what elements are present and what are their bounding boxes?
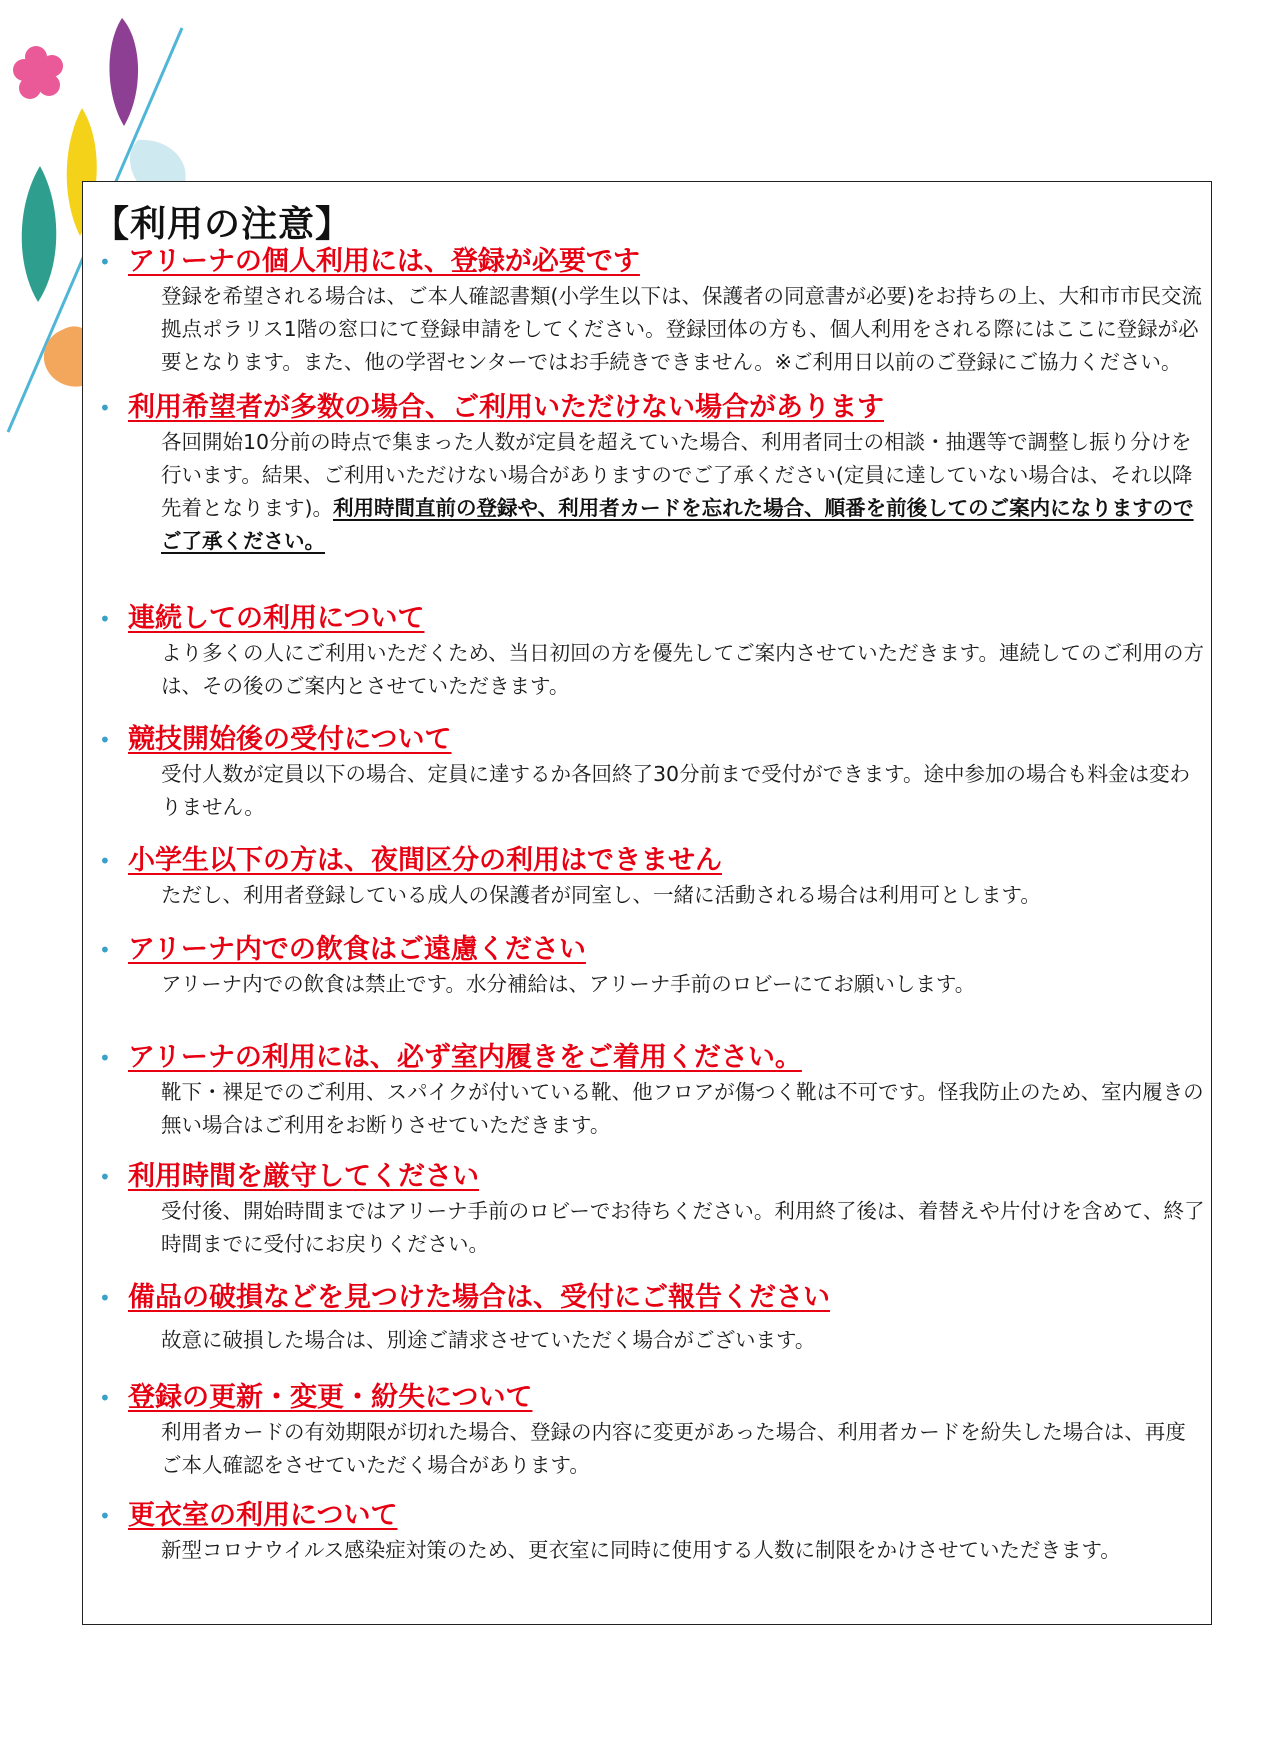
bullet-icon: • (99, 396, 111, 420)
notice-body: 受付人数が定員以下の場合、定員に達するか各回終了30分前まで受付ができます。途中参加の場合も料金は変わりません。 (161, 762, 1190, 819)
notice-heading: 競技開始後の受付について (128, 724, 452, 755)
notice-heading: 更衣室の利用について (128, 1500, 398, 1531)
notice-body-text: 各回開始10分前の時点で集まった人数が定員を超えていた場合、利用者同士の相談・抽選等で調整し振り分けを行います。結果、ご利用いただけない場合がありますのでご了承ください(定員に達していない場合は、それ以降先着となります)。 (161, 430, 1193, 520)
bullet-icon: • (99, 728, 111, 752)
bullet-icon: • (99, 1286, 111, 1310)
notice-heading: 登録の更新・変更・紛失について (128, 1382, 533, 1413)
bullet-icon: • (99, 938, 111, 962)
notice-body: 故意に破損した場合は、別途ご請求させていただく場合がございます。 (161, 1328, 816, 1352)
notice-heading: アリーナの利用には、必ず室内履きをご着用ください。 (128, 1042, 802, 1073)
notice-body: ただし、利用者登録している成人の保護者が同室し、一緒に活動される場合は利用可とします。 (161, 883, 1041, 907)
notice-heading: 連続しての利用について (128, 603, 425, 634)
bullet-icon: • (99, 250, 111, 274)
bullet-icon: • (99, 1046, 111, 1070)
notice-body: 受付後、開始時間まではアリーナ手前のロビーでお待ちください。利用終了後は、着替えや片付けを含めて、終了時間までに受付にお戻りください。 (161, 1199, 1205, 1256)
bullet-icon: • (99, 1386, 111, 1410)
notice-title: 【利用の注意】 (93, 204, 353, 245)
notice-heading: 利用希望者が多数の場合、ご利用いただけない場合があります (128, 392, 884, 423)
notice-body: 靴下・裸足でのご利用、スパイクが付いている靴、他フロアが傷つく靴は不可です。怪我防止のため、室内履きの無い場合はご利用をお断りさせていただきます。 (161, 1080, 1204, 1137)
bullet-icon: • (99, 1504, 111, 1528)
bullet-icon: • (99, 849, 111, 873)
bullet-icon: • (99, 1165, 111, 1189)
notice-heading: 利用時間を厳守してください (128, 1161, 479, 1192)
notice-heading: アリーナ内での飲食はご遠慮ください (128, 934, 586, 965)
notice-heading: アリーナの個人利用には、登録が必要です (128, 246, 640, 277)
notice-body: アリーナ内での飲食は禁止です。水分補給は、アリーナ手前のロビーにてお願いします。 (161, 972, 976, 996)
notice-body: 登録を希望される場合は、ご本人確認書類(小学生以下は、保護者の同意書が必要)をお持ちの上、大和市市民交流拠点ポラリス1階の窓口にて登録申請をしてください。登録団体の方も、個人利用をされる際にはここに登録が必要となります。また、他の学習センターではお手続きできません。※ご利用日以前のご登録にご協力ください。 (161, 284, 1202, 374)
notice-heading: 備品の破損などを見つけた場合は、受付にご報告ください (128, 1282, 830, 1313)
usage-notice-box (82, 181, 1212, 1625)
bullet-icon: • (99, 607, 111, 631)
notice-body (161, 426, 1205, 558)
notice-heading: 小学生以下の方は、夜間区分の利用はできません (128, 845, 722, 876)
notice-body: 利用者カードの有効期限が切れた場合、登録の内容に変更があった場合、利用者カードを紛失した場合は、再度ご本人確認をさせていただく場合があります。 (161, 1420, 1186, 1477)
notice-body: 新型コロナウイルス感染症対策のため、更衣室に同時に使用する人数に制限をかけさせていただきます。 (161, 1538, 1121, 1562)
notice-body: より多くの人にご利用いただくため、当日初回の方を優先してご案内させていただきます。連続してのご利用の方は、その後のご案内とさせていただきます。 (161, 641, 1205, 698)
notice-emphasis: 利用時間直前の登録や、利用者カードを忘れた場合、順番を前後してのご案内になりますのでご了承ください。 (161, 496, 1194, 553)
